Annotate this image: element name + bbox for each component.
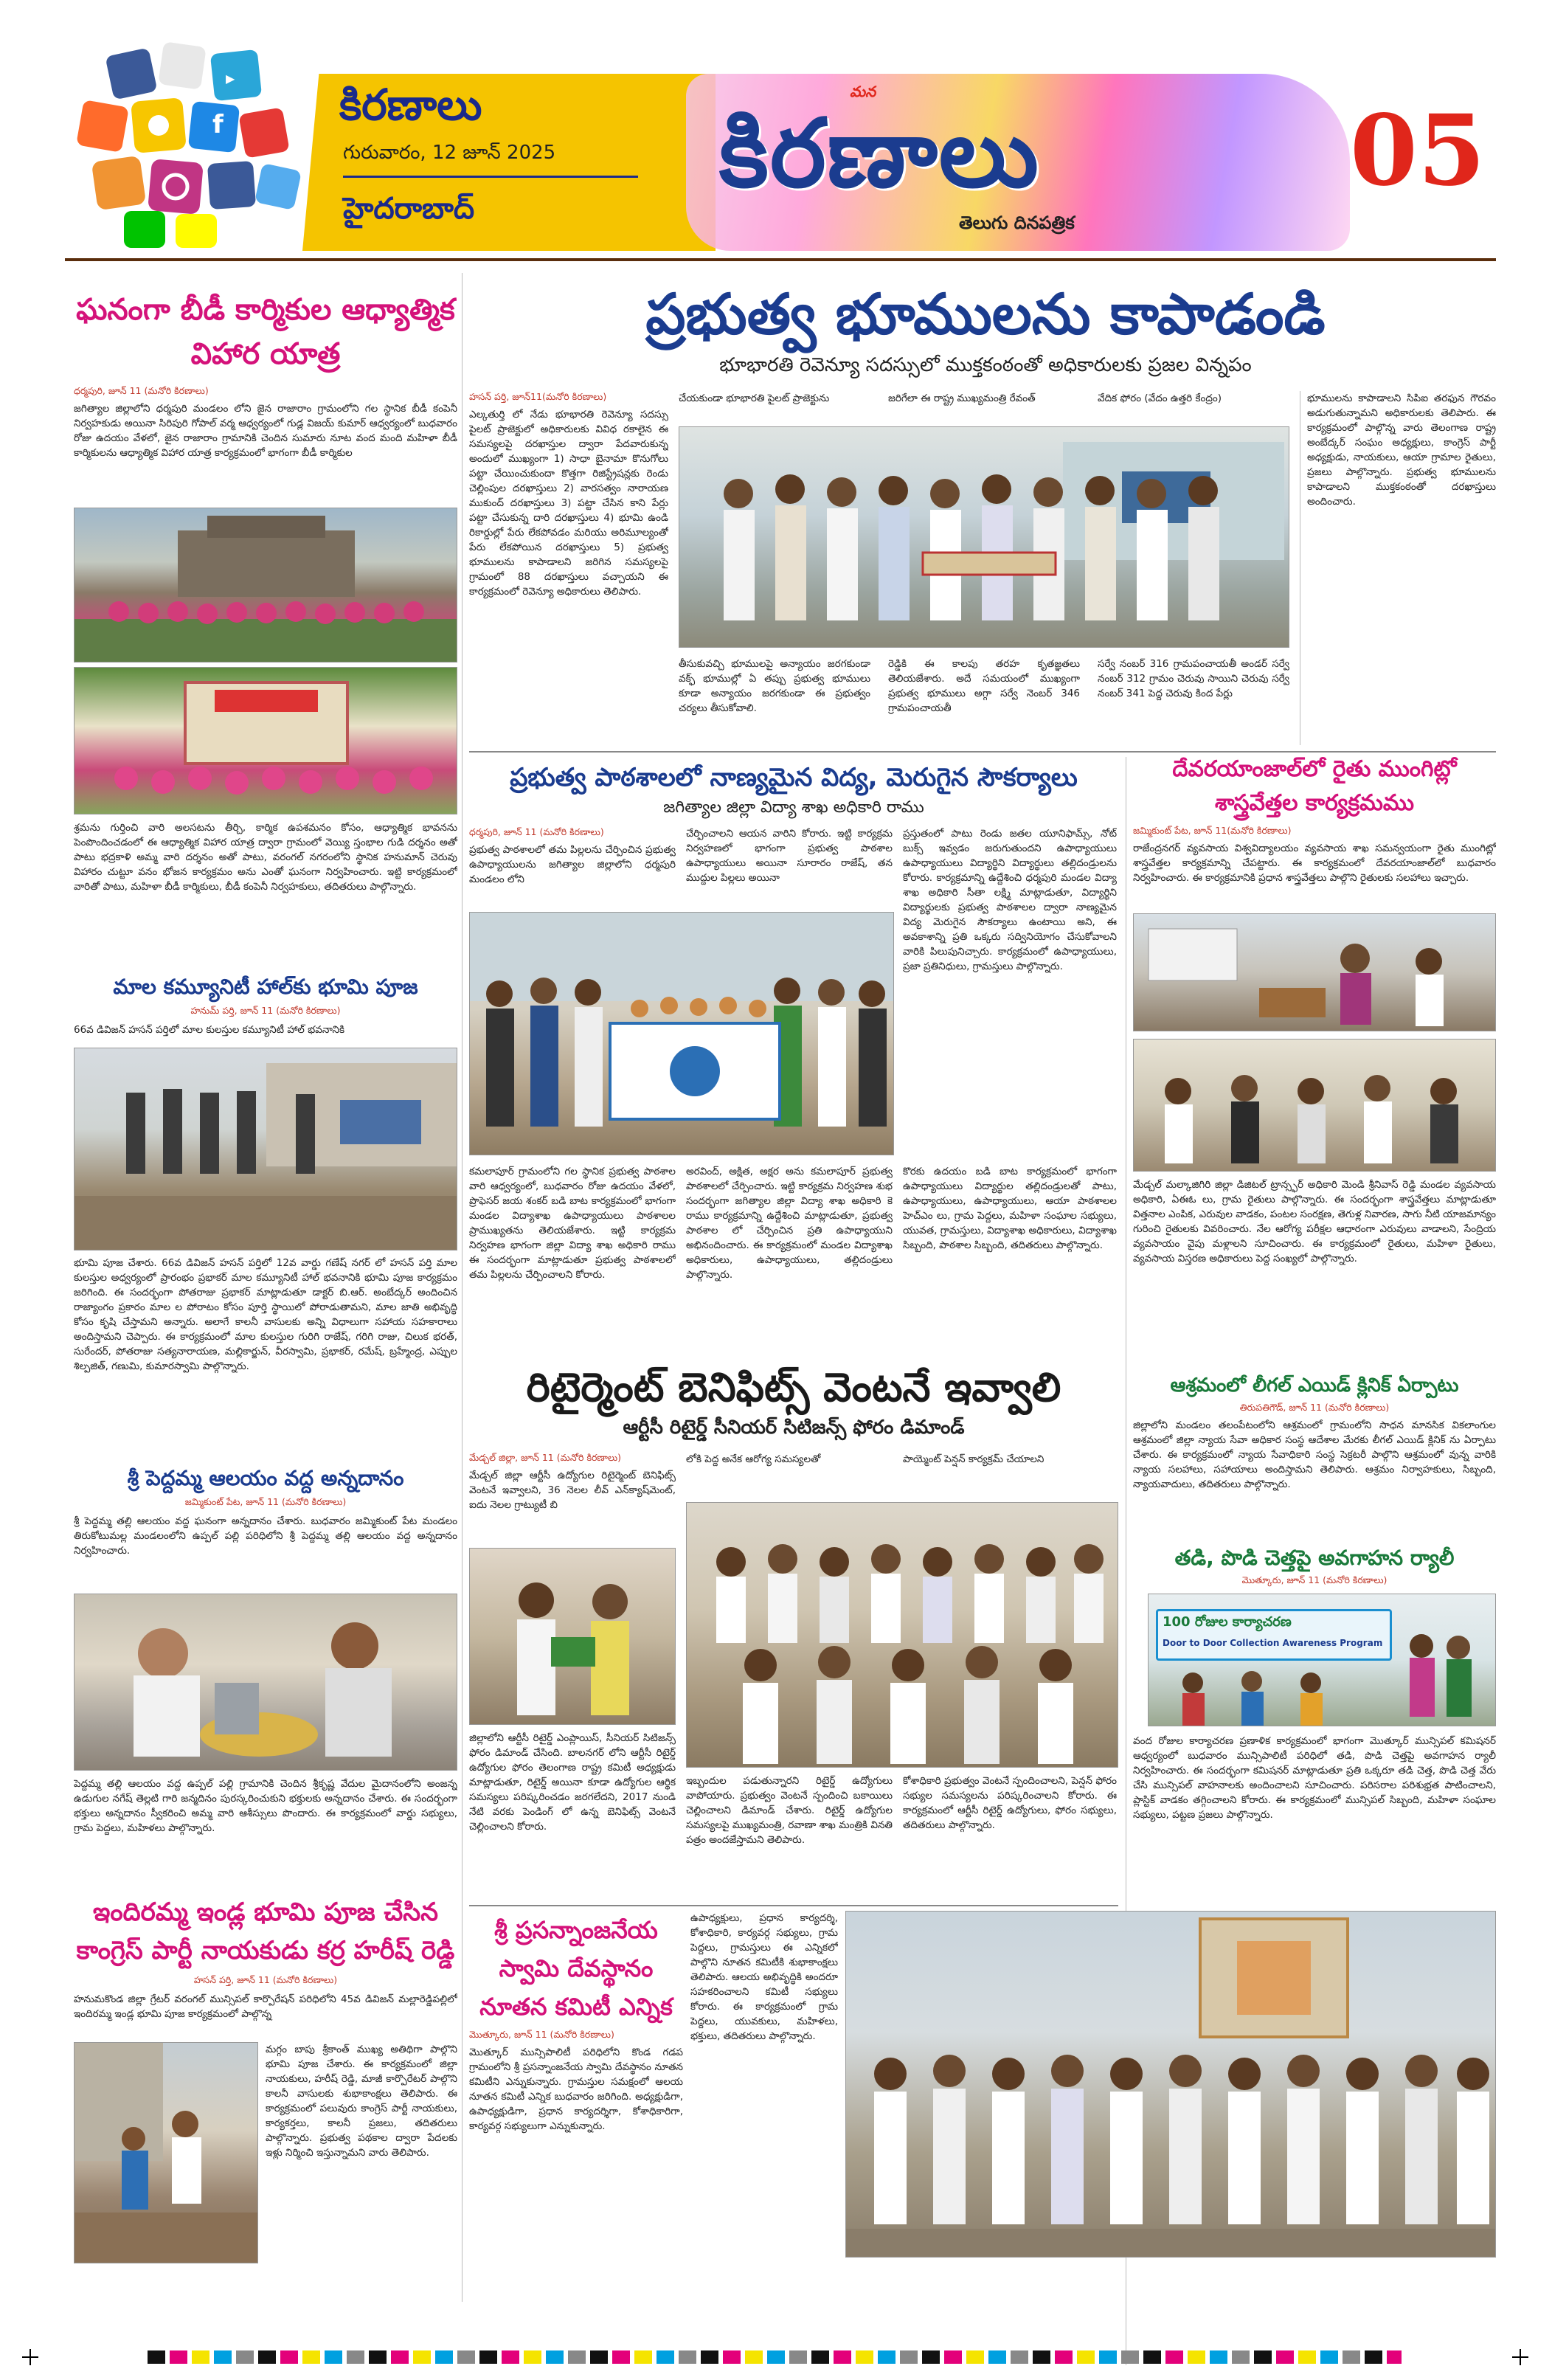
retirement-photo-small <box>469 1548 676 1725</box>
farmer-photo-top <box>1133 913 1496 1031</box>
a2-dateline: హనుమ్ పర్తి, జూన్ 11 (మనోరి కిరణాలు) <box>190 1005 341 1016</box>
schools-col1: ప్రభుత్వ పాఠశాలలో తమ పిల్లలను చేర్పించిన ప్రభుత్వ ఉపాధ్యాయులను జగిత్యాల జిల్లాలోని ధర్మపురి మండలం లోని <box>469 844 676 885</box>
rally-banner-title: 100 రోజుల కార్యాచరణ <box>1163 1614 1292 1630</box>
main-col4b: సర్వే నంబర్ 316 గ్రామపంచాయతీ అండర్ సర్వే నంబర్ 312 గ్రామం చెరువు సాయిని చెరువు సర్వే నంబర్ 341 పెద్ద చెరువు కింద పేర్లు <box>1098 658 1289 699</box>
schools-col1b: కమలాపూర్ గ్రామంలోని గల స్థానిక ప్రభుత్వ పాఠశాల వారి ఆధ్వర్యంలో, బుధవారం రోజు ఉదయం వేళలో, ప్రొఫెసర్ జయ శంకర్ బడి బాట కార్యక్రమంలో భాగంగా మండల విద్యాశాఖ ఉపాధ్యాయులు పాఠశాలల ప్రాముఖ్యతను తెలియజేశారు. ఇట్టి కార్యక్రమ నిర్వహణ భాగంగా జిల్లా విద్యా శాఖ అధికారి రాము ఈ సందర్భంగా మాట్లాడుతూ ప్రభుత్వ పాఠశాలలో తమ పిల్లలను చేర్పించాలని కోరారు. <box>469 1166 676 1281</box>
retirement-col2b: ఇబ్బందుల పడుతున్నారని రిటైర్డ్ ఉద్యోగులు వాపోయారు. ప్రభుత్వం వెంటనే స్పందించి బకాయిలు చెల్లించాలని డిమాండ్ చేశారు. రిటైర్డ్ ఉద్యోగుల సమస్యలపై ముఖ్యమంత్రి, రవాణా శాఖ మంత్రికి వినతి పత్రం అందజేస్తామని తెలిపారు. <box>686 1775 893 1846</box>
a4-headline: ఇందిరమ్మ ఇండ్ల భూమి పూజ చేసిన కాంగ్రెస్ పార్టీ నాయకుడు కర్ర హరీష్ రెడ్డి <box>76 1898 455 1965</box>
retirement-col2: లోకి పెద్ద అనేక ఆరోగ్య సమస్యలతో <box>686 1453 821 1465</box>
main-col4: వేదిక ఫోరం (వేదం ఉత్తరి కేంద్రం) <box>1098 392 1222 404</box>
mana-logo: మన <box>850 83 876 100</box>
legal-dateline: తిరుపతిగౌడ్, జూన్ 11 (మనోరి కిరణాలు) <box>1239 1402 1390 1413</box>
svg-text:f: f <box>212 110 224 139</box>
a1-dateline: ధర్మపురి, జూన్ 11 (మనోరి కిరణాలు) <box>74 385 209 396</box>
main-col2: చేయకుండా భూభారతి పైలట్ ప్రాజెక్టును <box>679 392 830 404</box>
a3-photo <box>74 1594 457 1771</box>
a4-body: హనుమకొండ జిల్లా గ్రేటర్ వరంగల్ మున్సిపల్ కార్పొరేషన్ పరిధిలోని 45వ డివిజన్ మల్లారెడ్డిపల్లిలో ఇందిరమ్మ ఇండ్ల భూమి పూజ కార్యక్రమంలో పాల్గొన్న <box>74 1993 457 2020</box>
svg-text:▶: ▶ <box>226 72 235 86</box>
rally-banner-subtitle: Door to Door Collection Awareness Program <box>1163 1638 1383 1648</box>
farmer-photo-bottom <box>1133 1039 1496 1172</box>
schools-dateline: ధర్మపురి, జూన్ 11 (మనోరి కిరణాలు) <box>469 826 604 837</box>
rally-photo <box>1148 1594 1496 1726</box>
small-logo: కిరణాలు <box>339 80 482 130</box>
main-subhead: భూభారతి రెవెన్యూ సదస్సులో ముక్తకంఠంతో అధికారులకు ప్రజల విన్నపం <box>719 354 1252 376</box>
date-divider <box>343 176 638 178</box>
schools-col3: ప్రస్తుతంలో పాటు రెండు జతల యూనిఫామ్స్, నోట్ బుక్స్ ఇవ్వడం జరుగుతుందని ఉపాధ్యాయులు ఉపాధ్యాయులు విద్యార్థిని విద్యార్థులు తల్లిదండ్రులను కోరారు. కార్యక్రమాన్ని ఉద్దేశించి ధర్మపురి మండల విద్యా శాఖ అధికారి సీతా లక్ష్మి మాట్లాడుతూ, విద్యార్థిని విద్యార్థులకు ప్రభుత్వ పాఠశాలల ద్వారా నాణ్యమైన విద్య మెరుగైన సౌకర్యాలు ఉంటాయి అని, ఈ అవకాశాన్ని ప్రతి ఒక్కరు సద్వినియోగం చేసుకోవాలని వారికి పిలుపునిచ్చారు. కార్యక్రమంలో ఉపాధ్యాయులు, ప్రజా ప్రతినిధులు, గ్రామస్తులు పాల్గొన్నారు. <box>903 828 1117 972</box>
masthead-tagline: తెలుగు దినపత్రిక <box>959 212 1075 233</box>
main-col2b: తీసుకువచ్చి భూములపై అన్యాయం జరగకుండా వక్ఫ్ భూముల్లో ఏ తప్పు ప్రభుత్వ భూములు కూడా అన్యాయం జరగకుండా ఈ ప్రభుత్వం చర్యలు తీసుకోవాలి. <box>679 658 870 714</box>
legal-body: జిల్లాలోని మండలం తలంపేటంలోని ఆశ్రమంలో గ్రామంలోని సాధన మానసిక వికలాంగుల ఆశ్రమంలో జిల్లా న్యాయ సేవా అధికార సంస్థ ఆదేశాల మేరకు లీగల్ ఎయిడ్ క్లినిక్ ను ఏర్పాటు చేశారు. ఈ కార్యక్రమంలో న్యాయ సేవాధికారి సంస్థ సెక్రటరీ పాల్గొని ఆశ్రమంలో వున్న వారికి న్యాయ సలహాలు, సహాయాలు అందిస్తామని తెలిపారు. ఆశ్రమం నిర్వాహకులు, సిబ్బంది, న్యాయవాదులు, తదితరులు పాల్గొన్నారు. <box>1133 1419 1496 1490</box>
main-dateline: హసన్ పర్తి, జూన్11(మనోరి కిరణాలు) <box>469 391 607 402</box>
a4-photo <box>74 2042 258 2263</box>
temple-headline: శ్రీ ప్రసన్నాంజనేయ స్వామి దేవస్థానం నూతన కమిటీ ఎన్నిక <box>479 1916 673 2021</box>
retirement-headline: రిటైర్మెంట్ బెనిఫిట్స్ వెంటనే ఇవ్వాలి <box>526 1364 1061 1411</box>
a2-body: 66వ డివిజన్ హసన్ పర్తిలో మాల కులస్తుల కమ్యూనిటీ హాల్ భవనానికి <box>74 1024 345 1036</box>
main-col3: జరిగేలా ఈ రాష్ట్ర ముఖ్యమంత్రి రేవంత్ <box>888 392 1036 404</box>
schools-col2: చేర్పించాలని ఆయన వారిని కోరారు. ఇట్టి కార్యక్రమ నిర్వహణలో భాగంగా ప్రభుత్వ పాఠశాల ఉపాధ్యాయులు అయినా సూరారం రాజేష్, తన ముద్దుల పిల్లలు అయినా <box>686 828 893 884</box>
masthead-rule <box>65 258 1496 261</box>
temple-photo <box>845 1911 1496 2258</box>
schools-subhead: జగిత్యాల జిల్లా విద్యా శాఖ అధికారి రాము <box>663 798 924 817</box>
retirement-col1b: జిల్లాలోని ఆర్టీసీ రిటైర్డ్ ఎంప్లాయిస్, సీనియర్ సిటిజన్స్ ఫోరం డిమాండ్ చేసింది. బాలనగర్ లోని ఆర్టీసీ రిటైర్డ్ ఉద్యోగుల ఫోరం తెలంగాణ రాష్ట్ర కమిటీ అధ్యక్షుడు మాట్లాడుతూ, రిటైర్డ్ అయినా కూడా ఉద్యోగుల ఆర్థిక సమస్యలు పరిష్కరించడం జరగలేదని, 2017 నుండి నేటి వరకు పెండింగ్ లో ఉన్న బెనిఫిట్స్ వెంటనే చెల్లించాలని కోరారు. <box>469 1732 676 1833</box>
color-calibration-bar <box>148 2350 1402 2364</box>
registration-mark-left <box>22 2349 38 2365</box>
main-photo <box>679 426 1289 648</box>
retirement-col1: మేడ్చల్ జిల్లా ఆర్టీసీ ఉద్యోగుల రిటైర్మెంట్ బెనిఫిట్స్ వెంటనే ఇవ్వాలని, 36 నెలల లీవ్ ఎన్‌క్యాష్‌మెంట్, ఐదు నెలల గ్రాట్యుటీ బి <box>469 1470 676 1511</box>
rally-body: వంద రోజుల కార్యాచరణ ప్రణాళిక కార్యక్రమంలో భాగంగా మొత్కూర్ మున్సిపల్ కమిషనర్ ఆధ్వర్యంలో బుధవారం మున్సిపాలిటీ పరిధిలో తడి, పొడి చెత్తపై అవగాహన ర్యాలీ నిర్వహించారు. ఈ సందర్భంగా కమిషనర్ మాట్లాడుతూ ప్రతి ఒక్కరూ తడి చెత్త, పొడి చెత్త వేరు చేసి మున్సిపల్ వాహనాలకు అందించాలని సూచించారు. పరిసరాల పరిశుభ్రత పాటించాలని, ప్లాస్టిక్ వాడకం తగ్గించాలని కోరారు. ఈ కార్యక్రమంలో మున్సిపల్ సిబ్బంది, మహిళా సంఘాల సభ్యులు, పట్టణ ప్రజలు పాల్గొన్నారు. <box>1133 1735 1496 1821</box>
retirement-dateline: మేడ్చల్ జిల్లా, జూన్ 11 (మనోరి కిరణాలు) <box>469 1452 622 1463</box>
left-column-divider <box>462 273 463 2302</box>
a2-photo <box>74 1048 457 1250</box>
a1-photo-gate <box>74 667 457 814</box>
main-headline: ప్రభుత్వ భూములను కాపాడండి <box>645 281 1326 347</box>
farmer-body-cont: మేడ్చల్ మల్కాజిగిరి జిల్లా డిజిటల్ ట్రాన్స్ఫర్ అధికారి మెండి శ్రీనివాస్ రెడ్డి మండల వ్యవసాయ అధికారి, ఏఈఓ లు, గ్రామ రైతులు పాల్గొన్నారు. ఈ సందర్భంగా శాస్త్రవేత్తలు మాట్లాడుతూ విత్తనాల ఎంపిక, ఎరువుల వాడకం, పంటల సంరక్షణ, తెగుళ్ల నివారణ, సాగు నీటి యాజమాన్యం గురించి రైతులకు వివరించారు. నేల ఆరోగ్య పరీక్షల ఆధారంగా ఎరువులు వాడాలని, సేంద్రియ వ్యవసాయం వైపు మళ్లాలని సూచించారు. ఈ కార్యక్రమంలో రైతులు, మహిళా రైతులు, వ్యవసాయ విస్తరణ అధికారులు పెద్ద సంఖ్యలో పాల్గొన్నారు. <box>1133 1179 1496 1265</box>
farmer-body: రాజేంద్రనగర్ వ్యవసాయ విశ్వవిద్యాలయం వ్యవసాయ శాఖ సమన్వయంగా రైతు ముంగిట్లో శాస్త్రవేత్తల కార్యక్రమాన్ని చేపట్టారు. ఈ కార్యక్రమంలో దేవరయాంజాల్‌లో బుధవారం నిర్వహించారు. ఈ కార్యక్రమానికి ప్రధాన శాస్త్రవేత్తలు పాల్గొని రైతులకు సలహాలు ఇచ్చారు. <box>1133 843 1496 884</box>
retirement-subhead: ఆర్టీసీ రిటైర్డ్ సీనియర్ సిటిజన్స్ ఫోరం డిమాండ్ <box>623 1416 965 1439</box>
a1-headline: ఘనంగా బీడీ కార్మికుల ఆధ్యాత్మిక విహార యాత్ర <box>76 293 455 371</box>
a3-headline: శ్రీ పెద్దమ్మ ఆలయం వద్ద అన్నదానం <box>127 1466 404 1490</box>
masthead-title: కిరణాలు <box>719 98 1040 209</box>
retirement-col3: పాయ్మెంట్ పెన్షన్ కార్యక్రమ్ చేయాలని <box>903 1453 1045 1465</box>
main-col5: భూములను కాపాడాలని సిపిఐ తరఫున గౌరవం అడుగుతున్నామని అధికారులకు తెలిపారు. ఈ కార్యక్రమంలో పాల్గొన్న వారు తెలంగాణ రాష్ట్ర అంబేద్కర్ సంఘం అధ్యక్షులు, కాంగ్రెస్ పార్టీ అధ్యక్షుడు, నాయకులు, ఆయా గ్రామాల రైతులు, ప్రజలు పాల్గొన్నారు. ప్రభుత్వ భూములను కాపాడాలని ముక్తకంఠంతో దరఖాస్తులు అందించారు. <box>1307 392 1496 508</box>
a1-body: జగిత్యాల జిల్లాలోని ధర్మపురి మండలం లోని జైన రాజారాం గ్రామంలోని గల స్థానిక బీడీ కంపెనీ నిర్వహకుడు అయినా సిరిపురి గోపాల్ వర్మ ఆధ్వర్యంలో గుడ్ల విజయ్ కుమార్ ఆధ్వర్యంలో బుధవారం రోజు ఉదయం వేళలో, జైన రాజారాం గ్రామానికి చెందిన సుమారు నూట వంద మంది మహిళా బీడీ కార్మికులను ఆధ్యాత్మిక విహార యాత్ర కార్యక్రమంలో భాగంగా బీడీ కార్మికుల <box>74 403 457 459</box>
social-media-icons <box>65 30 308 251</box>
a4-body-cont: మగ్గం బాపు శ్రీకాంత్ ముఖ్య అతిథిగా పాల్గొని భూమి పూజ చేశారు. ఈ కార్యక్రమంలో జిల్లా నాయకులు, హరీష్ రెడ్డి, మాజీ కార్పొరేటర్ పాల్గొని కాలనీ వాసులకు శుభాకాంక్షలు తెలిపారు. ఈ కార్యక్రమంలో పలువురు కాంగ్రెస్ పార్టీ నాయకులు, కార్యకర్తలు, కాలనీ ప్రజలు, తదితరులు పాల్గొన్నారు. ప్రభుత్వ పథకాల ద్వారా పేదలకు ఇళ్లు నిర్మించి ఇస్తున్నామని వారు తెలిపారు. <box>266 2044 457 2159</box>
temple-col1: మొత్కూర్ మున్సిపాలిటీ పరిధిలోని కొండ గడప గ్రామంలోని శ్రీ ప్రసన్నాంజనేయ స్వామి దేవస్థానం నూతన కమిటీని ఎన్నుకున్నారు. గ్రామస్తుల సమక్షంలో ఆలయ నూతన కమిటీ ఎన్నిక బుధవారం జరిగింది. అధ్యక్షుడిగా, ఉపాధ్యక్షుడిగా, ప్రధాన కార్యదర్శిగా, కోశాధికారిగా, కార్యవర్గ సభ్యులుగా ఎన్నుకున్నారు. <box>469 2047 683 2132</box>
a1-photo-temple <box>74 508 457 663</box>
schools-photo <box>469 912 894 1155</box>
legal-headline: ఆశ్రమంలో లీగల్ ఎయిడ్ క్లినిక్ ఏర్పాటు <box>1170 1374 1459 1397</box>
a3-body-cont: పెద్దమ్మ తల్లి ఆలయం వద్ద ఉప్పల్ పల్లి గ్రామానికి చెందిన శ్రీకృష్ణ వేదుల మైదానంలోని అంజన్న ఉడుగుల నగేష్ తెల్లటి గారి జన్మదినం పురస్కరించుకుని భక్తులకు అన్నదానం చేశారు. ఈ సందర్భంగా భక్తులు అన్నదానం స్వీకరించి అమ్మ వారి ఆశీస్సులు పొందారు. ఈ కార్యక్రమంలో వార్డు సభ్యులు, గ్రామ పెద్దలు, మహిళలు పాల్గొన్నారు. <box>74 1778 457 1834</box>
farmer-dateline: జమ్మికుంట్ పేట, జూన్ 11(మనోరి కిరణాలు) <box>1133 825 1292 836</box>
a2-headline: మాల కమ్యూనిటీ హాల్‌కు భూమి పూజ <box>113 975 418 999</box>
temple-dateline: మొత్కూరు, జూన్ 11 (మనోరి కిరణాలు) <box>469 2029 614 2040</box>
main-col3b: రెడ్డికి ఈ కాలపు తరహ కృతజ్ఞతలు తెలియజేశారు. అదే సమయంలో ముఖ్యంగా ప్రభుత్వ భూములు అగ్గా సర్వే నెంబర్ 346 గ్రామపంచాయతీ <box>888 658 1080 714</box>
masthead <box>0 0 1552 251</box>
rally-headline: తడి, పొడి చెత్తపై అవగాహన ర్యాలీ <box>1174 1546 1455 1570</box>
a2-body-cont: భూమి పూజ చేశారు. 66వ డివిజన్ హసన్ పర్తిలో 12వ వార్డు గణేష్ నగర్ లో హసన్ పర్తి మాల కులస్తుల అధ్వర్యంలో ప్రారంభం ప్రభాకర్ మాల కమ్యూనిటీ హాల్ భవనానికి భూమి పూజ కార్యక్రమం జరిగింది. ఈ సందర్భంగా పోతరాజు ప్రభాకర్ మాట్లాడుతూ డాక్టర్ బి.ఆర్. అంబేద్కర్ అందించిన రాజ్యాంగం ప్రకారం మాల ల పోరాటం కోసం పూర్తి స్థాయిలో పోరాడుతామని, మాల జాతి అభివృద్ధి కోసం కృషి చేస్తామని అన్నారు. అలాగే కాలనీ వాసులకు అన్ని విధాలుగా సహాయ సహకారాలు అందిస్తామని చెప్పారు. ఈ కార్యక్రమంలో మాల కులస్తుల గురిగి రాజేష్, గరిగి రాజు, చిలుక భరత్, సురేందర్, పోతరాజు సత్యనారాయణ, మల్లికార్జున్, వీరస్వామి, ప్రభాకర్, రమేష్, బ్రహ్మేంద్ర, ఎప్పుల శిల్పజిత్, గణుమి, కుమారస్వామి పాల్గొన్నారు. <box>74 1257 457 1372</box>
main-col1: ఎల్కతుర్తి లో నేడు భూభారతి రెవెన్యూ సదస్సు పైలట్ ప్రాజెక్టులో అధికారులకు వివిధ రకాలైన ఈ సమస్యలపై దరఖాస్తుల ద్వారా పేదవారుకున్న అందులో ముఖ్యంగా 1) సాధా బైనామా కొనుగోలు పట్టా చేయించుకుందా కొత్తగా రిజిస్ట్రేషన్లకు రెండు చెల్లింపుల దరఖాస్తులు 2) వారసత్వం నారాయణ ముకుంద్ దరఖాస్తులు 3) పట్టా చేసిన కాని పేర్లు పట్టా చేసుకున్న దారి దరఖాస్తులు 4) భూమి ఉండి రికార్డుల్లో పేరు లేకపోవడం మరియు అరిమూల్యంతో పేరు లేకపోయిన దరఖాస్తులు 5) ప్రభుత్వ భూములను కాపాడాలని జరిగిన సమస్యలపై గ్రామంలో 88 దరఖాస్తులు వచ్చాయని ఈ కార్యక్రమంలో రెవెన్యూ అధికారులు తెలిపారు. <box>469 409 668 598</box>
temple-col2: ఉపాధ్యక్షులు, ప్రధాన కార్యదర్శి, కోశాధికారి, కార్యవర్గ సభ్యులు, గ్రామ పెద్దలు, గ్రామస్తులు ఈ ఎన్నికలో పాల్గొని నూతన కమిటీకి శుభాకాంక్షలు తెలిపారు. ఆలయ అభివృద్ధికి అందరూ సహకరించాలని కమిటీ సభ్యులు కోరారు. ఈ కార్యక్రమంలో గ్రామ పెద్దలు, యువకులు, మహిళలు, భక్తులు, తదితరులు పాల్గొన్నారు. <box>690 1912 838 2042</box>
a3-dateline: జమ్మికుంట్ పేట, జూన్ 11 (మనోరి కిరణాలు) <box>184 1496 347 1507</box>
farmer-headline: దేవరయాంజాల్‌లో రైతు ముంగిట్లో శాస్త్రవేత్తల కార్యక్రమము <box>1172 756 1457 816</box>
a3-body: శ్రీ పెద్దమ్మ తల్లి ఆలయం వద్ద ఘనంగా అన్నదానం చేశారు. బుధవారం జమ్మికుంట్ పేట మండలం తిరుకోటుమల్ల మండలంలోని ఉప్పల్ పల్లి పరిధిలోని శ్రీ పెద్దమ్మ తల్లి ఆలయం వద్ద అన్నదానం నిర్వహించారు. <box>74 1515 457 1557</box>
masthead-city: హైదరాబాద్ <box>343 192 475 226</box>
registration-mark-right <box>1512 2349 1528 2365</box>
schools-col3b: కొరకు ఉదయం బడి బాట కార్యక్రమంలో భాగంగా ఉపాధ్యాయులు విద్యార్థుల తల్లిదండ్రులతో పాటు, ఉపాధ్యాయులు, ఉపాధ్యాయులు, ఆయా పాఠశాలల హెచ్ఎం లు, గ్రామ పెద్దలు, మహిళా సంఘాల సభ్యులు, యువత, గ్రామస్తులు, విద్యాశాఖ అధికారులు, విద్యాశాఖ సిబ్బంది, పాఠశాల సిబ్బంది, తదితరులు పాల్గొన్నారు. <box>903 1166 1117 1251</box>
page-number: 05 <box>1350 94 1486 208</box>
retirement-col3b: కోశాధికారి ప్రభుత్వం వెంటనే స్పందించాలని, పెన్షన్ ఫోరం సభ్యుల సమస్యలను పరిష్కరించాలని కోరారు. ఈ కార్యక్రమంలో ఆర్టీసీ రిటైర్డ్ ఉద్యోగులు, ఫోరం సభ్యులు, తదితరులు పాల్గొన్నారు. <box>903 1775 1117 1831</box>
retirement-photo-large <box>686 1502 1118 1768</box>
schools-col2b: అరవింద్, అక్షిత, అక్షర అను కమలాపూర్ ప్రభుత్వ పాఠశాలలో చేర్పించారు. ఇట్టి కార్యక్రమ నిర్వహణ శుభ సందర్భంగా జగిత్యాల జిల్లా విద్యా శాఖ అధికారి కె రాము కార్యక్రమాన్ని ఉద్దేశించి మాట్లాడుతూ, ప్రభుత్వ పాఠశాల లో చేర్పించిన ప్రతి ఉపాధ్యాయుని అభినందించారు. ఈ కార్యక్రమంలో మండల విద్యాశాఖ అధికారులు, ఉపాధ్యాయులు, తల్లిదండ్రులు పాల్గొన్నారు. <box>686 1166 893 1281</box>
rally-dateline: మొత్కూరు, జూన్ 11 (మనోరి కిరణాలు) <box>1241 1574 1388 1585</box>
retirement-bottom-rule <box>469 1905 1118 1906</box>
a4-dateline: హసన్ పర్తి, జూన్ 11 (మనోరి కిరణాలు) <box>193 1974 338 1985</box>
masthead-date: గురువారం, 12 జూన్ 2025 <box>343 142 556 164</box>
schools-headline: ప్రభుత్వ పాఠశాలలో నాణ్యమైన విద్య, మెరుగైన సౌకర్యాలు <box>510 763 1078 792</box>
a1-body-cont: శ్రమను గుర్తించి వారి అలసటను తీర్చి, కార్మిక ఉపశమనం కోసం, ఆధ్యాత్మిక భావనను పెంపొందించడంలో ఈ ఆధ్యాత్మిక విహార యాత్ర ద్వారా గ్రామంలో వెయ్యి స్తంభాల గుడి దర్శనం అతో పాటు భద్రకాళి అమ్మ వారి దర్శనం అతో పాటు, వరంగల్ నగరంలోని స్థానిక హనుమాన్ చెరువు విహారం చుట్టూ వనం భోజన కార్యక్రమం అను ఎంతో ఘనంగా నిర్వహించారు. ఇట్టి కార్యక్రమంలో వారితో పాటు, మహిళా బీడీ కార్మికులు, బీడీ కంపెనీ నిర్వహకులు, తదితరులు పాల్గొన్నారు. <box>74 822 457 893</box>
